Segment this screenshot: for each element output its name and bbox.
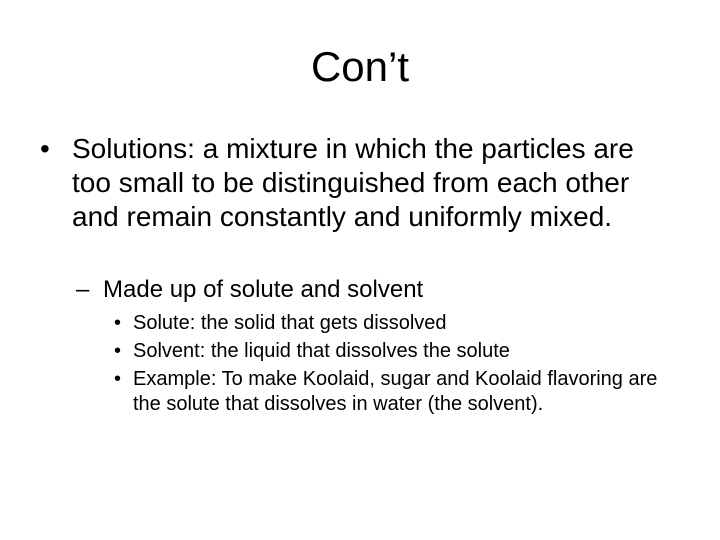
- bullet-text: Solutions: a mixture in which the particles are too small to be distinguished from each other and remain constantly and uniformly mixed.: [72, 133, 634, 232]
- slide-title: Con’t: [310, 43, 410, 90]
- bullet-marker: •: [40, 133, 50, 164]
- bullet-marker: •: [114, 340, 122, 362]
- sub-bullet-made-up-of: [76, 275, 676, 305]
- sub-sub-bullet-example: [114, 367, 674, 417]
- sub-sub-bullet-text: Solute: the solid that gets dissolved: [133, 312, 447, 334]
- sub-sub-bullet-text: Solvent: the liquid that dissolves the solute: [133, 340, 510, 362]
- sub-sub-bullet-solute: [114, 311, 674, 336]
- sub-sub-bullet-list: [114, 311, 674, 420]
- sub-bullet-text: Made up of solute and solvent: [103, 276, 424, 303]
- dash-marker: –: [76, 276, 90, 303]
- bullet-marker: •: [114, 312, 122, 334]
- sub-sub-bullet-text: Example: To make Koolaid, sugar and Koolaid flavoring are the solute that dissolves in water (the solvent).: [133, 368, 658, 415]
- bullet-solutions: [40, 132, 670, 234]
- bullet-marker: •: [114, 368, 122, 390]
- sub-sub-bullet-solvent: [114, 339, 674, 364]
